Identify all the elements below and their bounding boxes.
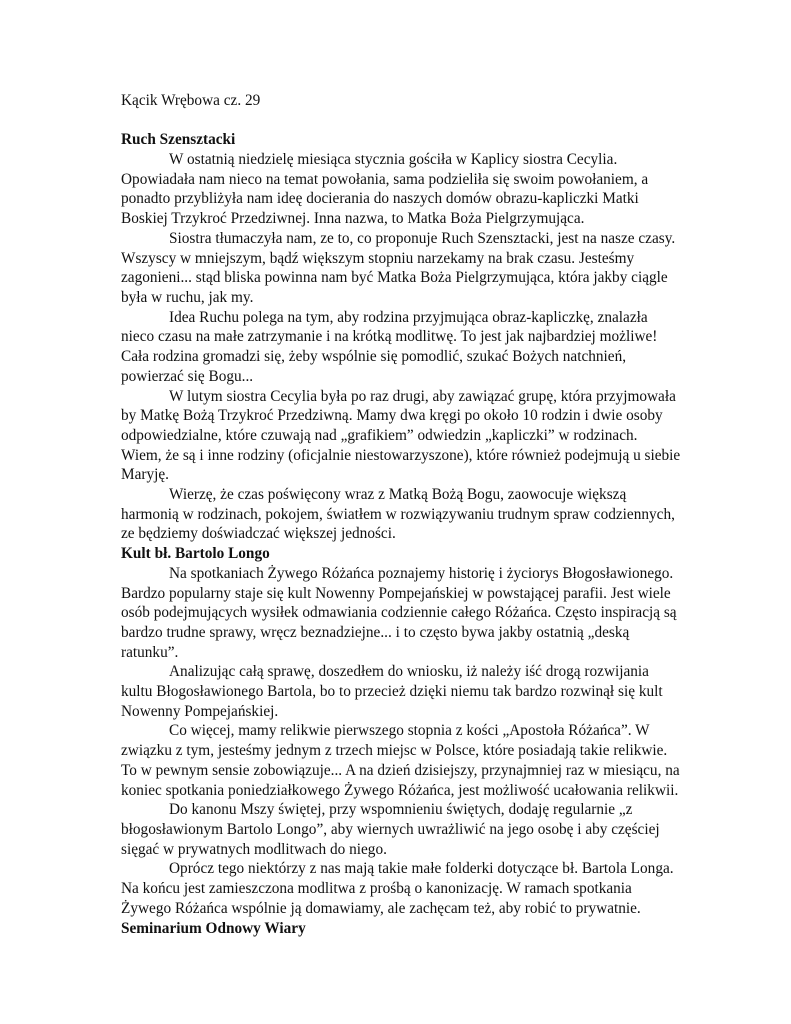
section-heading: Seminarium Odnowy Wiary (121, 919, 306, 937)
paragraph: W lutym siostra Cecylia była po raz drugi, aby zawiązać grupę, która przyjmowała by Matkę Bożą Trzykroć Przedziwną. Mamy dwa kręgi po około 10 rodzin i dwie osoby odpowiedzialne, które czuwają nad „grafikiem” odwiedzin „kapliczki” w rodzinach. Wiem, że są i inne rodziny (oficjalnie niestowarzyszone), które również podejmują u siebie Maryję. (121, 387, 681, 484)
paragraph: Idea Ruchu polega na tym, aby rodzina przyjmująca obraz-kapliczkę, znalazła nieco czasu na małe zatrzymanie i na krótką modlitwę. To jest jak najbardziej możliwe! Cała rodzina gromadzi się, żeby wspólnie się pomodlić, szukać Bożych natchnień, powierzać się Bogu... (121, 308, 658, 385)
paragraph: Co więcej, mamy relikwie pierwszego stopnia z kości „Apostoła Różańca”. W związku z tym, jesteśmy jednym z trzech miejsc w Polsce, które posiadają takie relikwie. To w pewnym sensie zobowiązuje... A na dzień dzisiejszy, przynajmniej raz w miesiącu, na koniec spotkania poniedziałkowego Żywego Różańca, jest możliwość ucałowania relikwii. (121, 722, 680, 799)
paragraph: W ostatnią niedzielę miesiąca stycznia gościła w Kaplicy siostra Cecylia. Opowiadała nam nieco na temat powołania, sama podzieliła się swoim powołaniem, a ponadto przybliżyła nam ideę docierania do naszych domów obrazu-kapliczki Matki Boskiej Trzykroć Przedziwnej. Inna nazwa, to Matka Boża Pielgrzymująca. (121, 151, 649, 228)
section-ruch-szensztacki (121, 130, 681, 544)
paragraph: Siostra tłumaczyła nam, ze to, co proponuje Ruch Szensztacki, jest na nasze czasy. Wszyscy w mniejszym, bądź większym stopniu narzekamy na brak czasu. Jesteśmy zagonieni... stąd bliska powinna nam być Matka Boża Pielgrzymująca, która jakby ciągle była w ruchu, jak my. (121, 229, 676, 306)
paragraph: Do kanonu Mszy świętej, przy wspomnieniu świętych, dodaję regularnie „z błogosławionym Bartolo Longo”, aby wiernych uwrażliwić na jego osobę i aby częściej sięgać w prywatnych modlitwach do niego. (121, 801, 660, 858)
blank-line (121, 111, 681, 131)
paragraph: Oprócz tego niektórzy z nas mają takie małe folderki dotyczące bł. Bartola Longa. Na końcu jest zamieszczona modlitwa z prośbą o kanonizację. W ramach spotkania Żywego Różańca wspólnie ją domawiamy, ale zachęcam też, aby robić to prywatnie. (121, 860, 674, 917)
document-title: Kącik Wrębowa cz. 29 (121, 92, 261, 109)
paragraph: Analizując całą sprawę, doszedłem do wniosku, iż należy iść drogą rozwijania kultu Błogosławionego Bartola, bo to przecież dzięki niemu tak bardzo rozwinął się kult Nowenny Pompejańskiej. (121, 663, 663, 720)
section-heading: Ruch Szensztacki (121, 131, 236, 149)
section-kult-bartolo-longo (121, 544, 681, 918)
paragraph: Na spotkaniach Żywego Różańca poznajemy historię i życiorys Błogosławionego. Bardzo popularny staje się kult Nowenny Pompejańskiej w powstającej parafii. Jest wiele osób podejmujących wysiłek odmawiania codziennie całego Różańca. Często inspiracją są bardzo trudne sprawy, wręcz beznadziejne... i to często bywa jakby ostatnią „deską ratunku”. (121, 564, 677, 661)
section-heading: Kult bł. Bartolo Longo (121, 545, 270, 563)
paragraph: Wierzę, że czas poświęcony wraz z Matką Bożą Bogu, zaowocuje większą harmonią w rodzinach, pokojem, światłem w rozwiązywaniu trudnym spraw codziennych, ze będziemy doświadczać większej jedności. (121, 486, 675, 543)
document-page (121, 91, 681, 938)
section-seminarium-odnowy-wiary (121, 919, 681, 939)
